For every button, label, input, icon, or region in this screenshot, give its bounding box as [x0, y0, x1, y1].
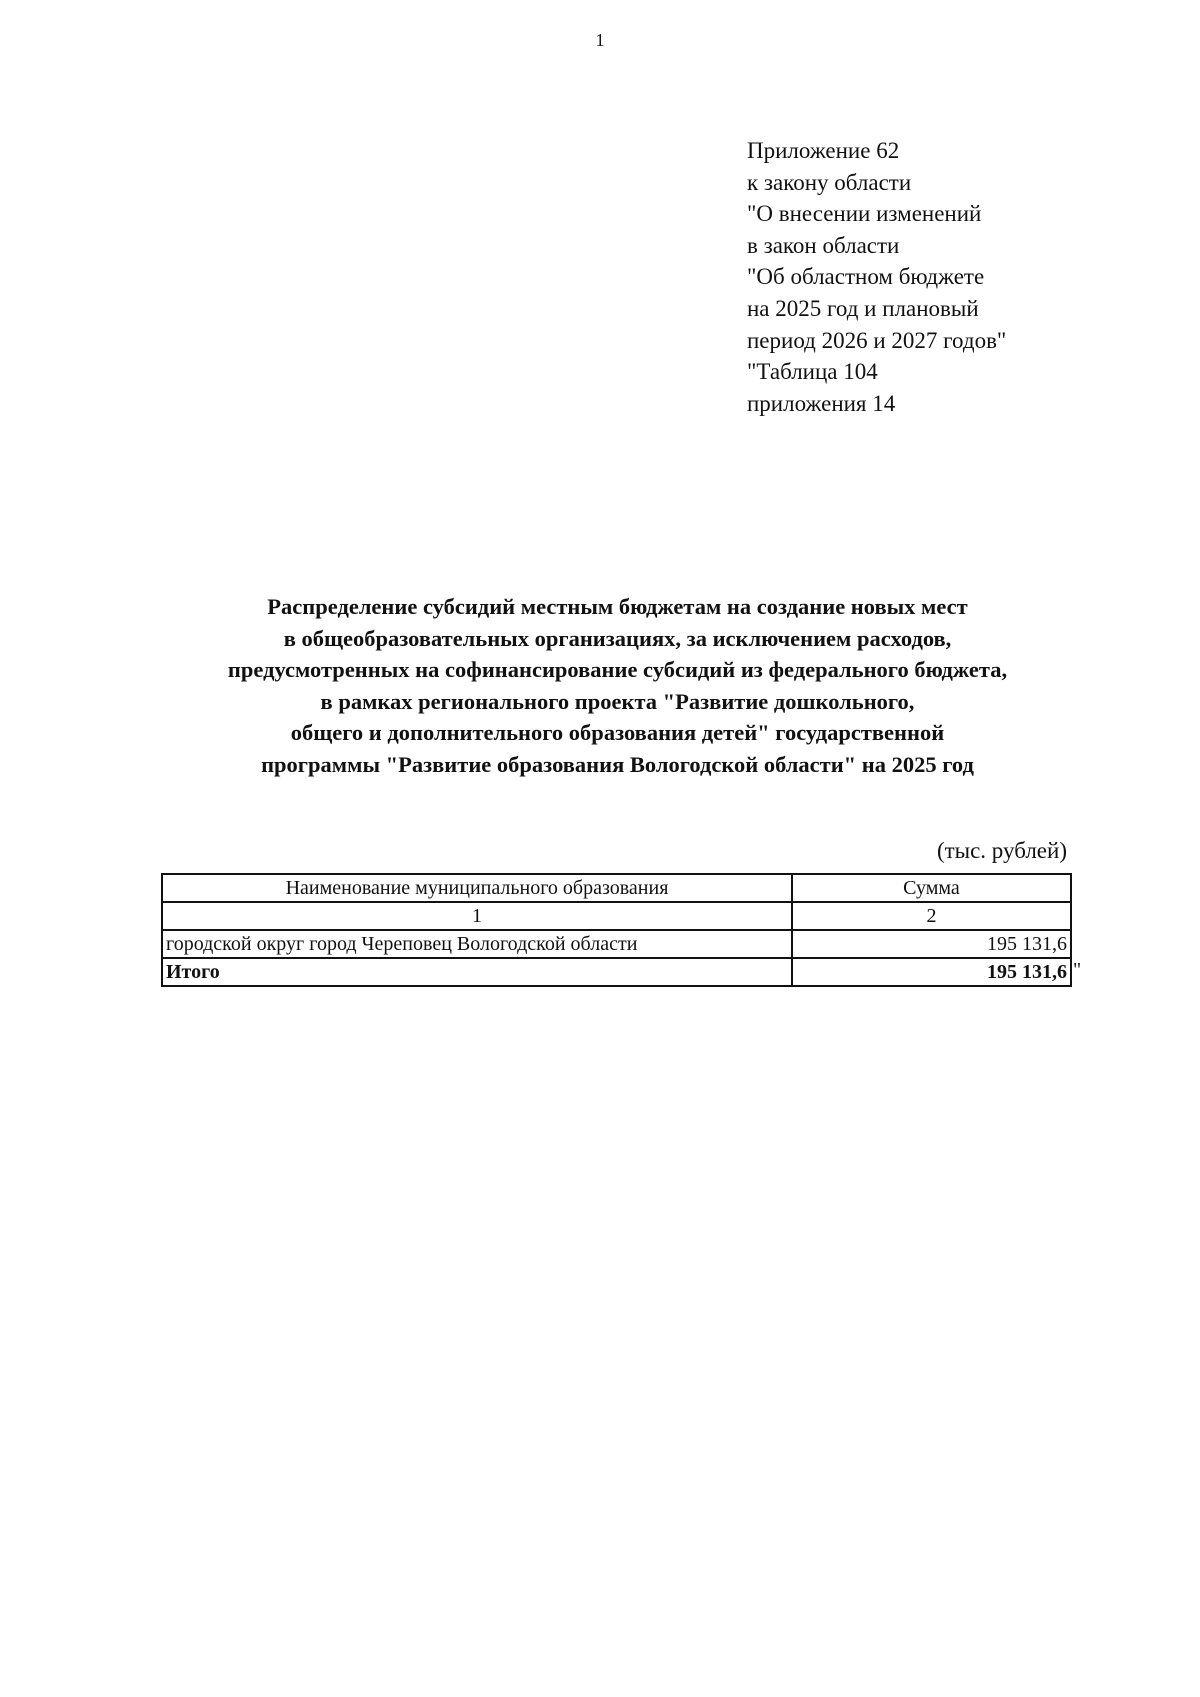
appendix-reference — [747, 135, 1006, 419]
header-amount: Сумма — [792, 874, 1071, 902]
column-number-1: 1 — [162, 902, 792, 930]
appendix-line: в закон области — [747, 232, 900, 258]
appendix-line: "Об областном бюджете — [747, 264, 985, 290]
page-number: 1 — [595, 30, 605, 50]
closing-quote: " — [1073, 959, 1082, 981]
appendix-line: Приложение 62 — [747, 138, 900, 163]
appendix-line: "Таблица 104 — [747, 359, 878, 385]
title-line: в общеобразовательных организациях, за исключением расходов, — [283, 625, 952, 651]
subsidy-table — [161, 873, 1072, 987]
total-row — [162, 958, 1071, 986]
title-line: в рамках регионального проекта "Развитие дошкольного, — [320, 688, 915, 714]
appendix-line: на 2025 год и плановый — [747, 295, 979, 321]
municipality-name: городской округ город Череповец Вологодской области — [162, 930, 792, 958]
header-municipality: Наименование муниципального образования — [162, 874, 792, 902]
table-header-row — [162, 874, 1071, 902]
column-number-row — [162, 902, 1071, 930]
appendix-line: приложения 14 — [747, 390, 896, 416]
total-amount: 195 131,6 — [792, 958, 1071, 986]
appendix-line: период 2026 и 2027 годов" — [747, 327, 1007, 353]
column-number-2: 2 — [792, 902, 1071, 930]
title-line: предусмотренных на софинансирование субсидий из федерального бюджета, — [227, 657, 1008, 682]
total-label: Итого — [162, 958, 792, 986]
appendix-line: к закону области — [747, 169, 912, 195]
appendix-line: "О внесении изменений — [747, 201, 982, 227]
document-title — [100, 591, 1135, 780]
table-row — [162, 930, 1071, 958]
title-line: общего и дополнительного образования детей" государственной — [290, 720, 945, 745]
title-line: Распределение субсидий местным бюджетам на создание новых мест — [267, 594, 968, 619]
municipality-amount: 195 131,6 — [792, 930, 1071, 958]
title-line: программы "Развитие образования Вологодской области" на 2025 год — [261, 751, 974, 777]
units-label: (тыс. рублей) — [936, 838, 1067, 863]
